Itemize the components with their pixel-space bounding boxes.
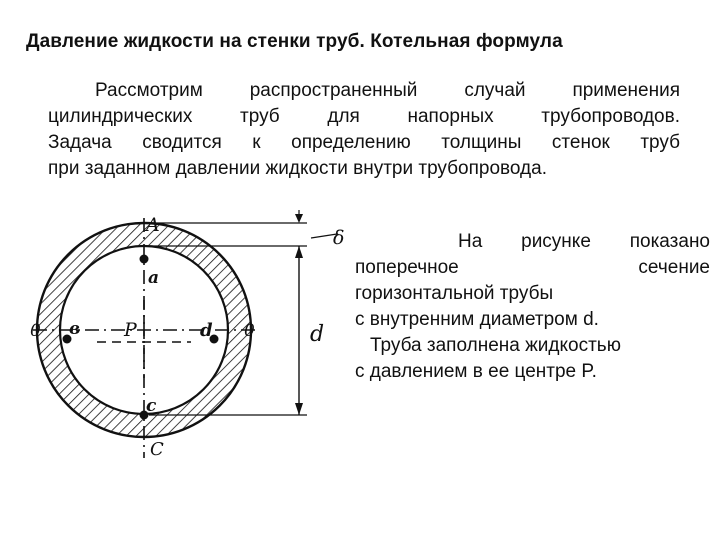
label-right-axis: 0 <box>244 321 255 341</box>
intro-line-2: цилиндрических труб для напорных трубопроводов. <box>48 106 680 127</box>
label-point-b: в <box>69 319 81 339</box>
label-point-d: d <box>200 320 213 341</box>
desc-line-5: Труба заполнена жидкостью <box>370 335 621 356</box>
point-a-marker <box>140 255 149 264</box>
intro-line-4: при заданном давлении жидкости внутри трубопровода. <box>48 158 547 179</box>
slide-title: Давление жидкости на стенки труб. Котельная формула <box>26 31 563 52</box>
desc-line-3: горизонтальной трубы <box>355 283 554 304</box>
label-top-A: A <box>146 214 160 236</box>
diameter-arrowhead-bottom <box>295 403 303 415</box>
label-point-c: c <box>146 396 157 416</box>
intro-line-3: Задача сводится к определению толщины стенок труб <box>48 132 680 153</box>
desc-line-4: с внутренним диаметром d. <box>355 309 599 330</box>
desc-line-6: с давлением в ее центре P. <box>355 361 597 382</box>
pipe-cross-section-figure <box>25 210 355 460</box>
label-diameter-d: d <box>310 322 325 347</box>
label-thickness-delta: δ <box>333 227 345 249</box>
pipe-cross-section-drawing <box>25 210 355 460</box>
label-point-a: a <box>148 268 160 288</box>
diameter-arrowhead-top <box>295 246 303 258</box>
intro-paragraph <box>48 78 680 182</box>
label-left-axis: 0 <box>30 321 41 341</box>
desc-line-1: На рисунке показано <box>458 231 710 252</box>
description-paragraph <box>355 229 710 385</box>
label-center-P: P <box>124 319 137 341</box>
desc-line-2: поперечное сечение <box>355 257 710 278</box>
label-bottom-C: C <box>150 439 164 460</box>
thickness-arrowhead <box>295 214 303 223</box>
intro-line-1: Рассмотрим распространенный случай применения <box>95 80 680 101</box>
